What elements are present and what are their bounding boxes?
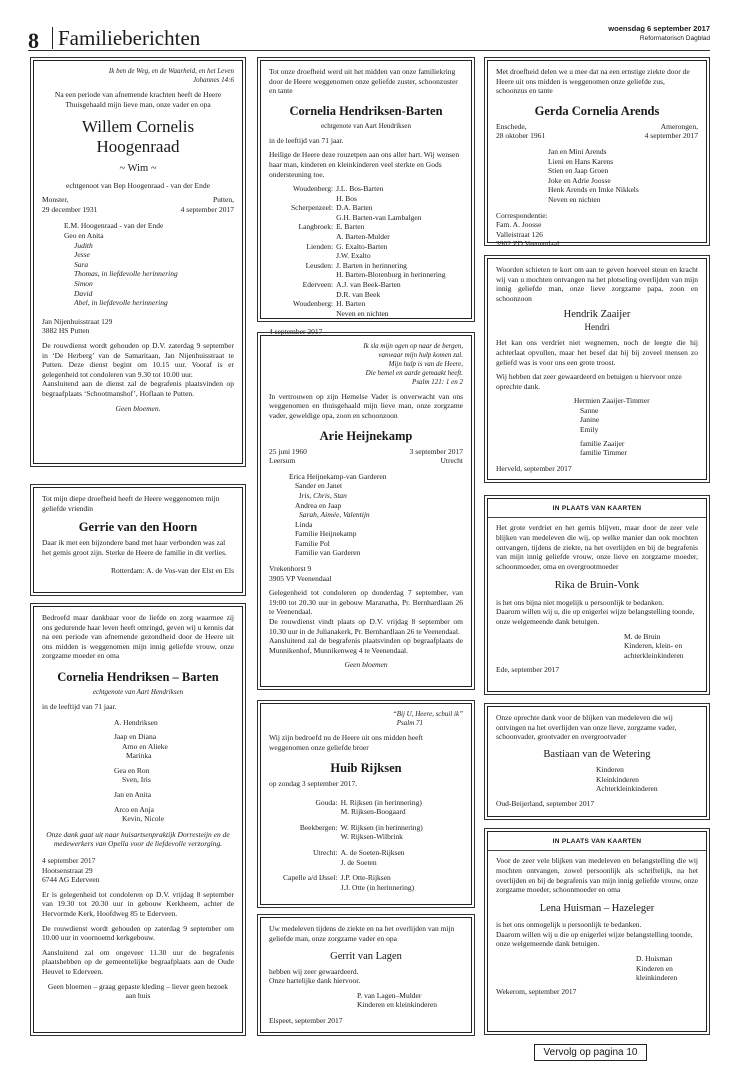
nickname: Hendri [584,321,610,332]
family-member: Familie Pol [295,538,330,548]
quote-ref: Johannes 14:6 [192,75,234,84]
signature: D. Huisman [636,953,673,963]
signature: M. de Bruin [624,631,661,641]
quote-line: Die hemel en aarde gemaakt heeft. [365,368,463,377]
spouse-line: echtgenote van Aart Hendriksen [92,687,184,696]
grandchild: Sara [74,259,89,269]
birth-place: Enschede, [496,121,527,131]
family-member: D.R. van Beek [336,289,381,299]
place-label [283,858,338,868]
family-member: Iris, Chris, Stan [299,490,347,500]
death-date: 3 september 2017 [409,446,463,456]
deceased-name: Cornelia Hendriksen – Barten [57,669,219,684]
deceased-name: Arie Heijnekamp [319,428,413,443]
service-info: De rouwdienst wordt gehouden op zaterdag 9 september om 10.00 uur in voornoemd kerkgebouw. [42,923,234,943]
quote-ref: Psalm 121: 1 en 2 [412,377,463,386]
family-member: Kinderen [596,765,624,775]
place-label: Woudenberg: [292,299,334,309]
family-member: Sander en Janet [295,481,343,491]
family-member: Familie Heijnekamp [295,529,357,539]
page-number: 8 [28,28,39,53]
deceased-name: Lena Huisman – Hazeleger [539,902,655,914]
family-member: D.A. Barten [336,203,373,213]
flowers-note: Geen bloemen – graag gepaste kleding – liever geen bezoek aan huis [47,981,229,1001]
family-member: Erica Heijnekamp-van Garderen [289,471,387,481]
family-member: W. Rijksen (in herinnering) [340,822,423,832]
spouse-line: echtgenote van Aart Hendriksen [321,121,411,130]
place-label: Lienden: [306,241,334,251]
family-member: Hermien Zaaijer-Timmer [574,396,650,406]
obituary-hoogenraad [30,57,246,467]
obituary-heijnekamp [257,332,475,690]
place-label: Utrecht: [313,848,338,858]
place-label: Woudenberg: [292,184,334,194]
address-street: Vrekenhorst 9 [269,564,312,574]
place-label [291,232,333,242]
quote-line: Mijn hulp is van de Heere, [388,359,463,368]
intro-text: Onze oprechte dank voor de blijken van medeleven die wij ontvingen na het overlijden van onze lieve, zorgzame vader, schoonvader, grootvader en overgrootvader [496,713,677,742]
family-list [269,472,463,558]
date-line: 4 september 2017 [42,856,96,866]
grandchild: Jesse [74,250,90,260]
obituary-rijksen [257,700,475,908]
deceased-name: Cornelia Hendriksen-Barten [289,103,443,118]
quote-text: “Bij U, Heere, schuil ik” [392,710,463,718]
family-member: Jaap en Diana [114,732,157,742]
grandchild: Thomas, in liefdevolle herinnering [74,269,178,279]
thanks-de-bruin-vonk [484,495,710,695]
age-line: in de leeftijd van 71 jaar. [269,135,344,145]
burial-info: Aansluitend aan de dienst zal de begrafenis plaatsvinden op begraafplaats ‘Schootmanshof’, Hoflaan te Putten. [42,379,234,398]
intro-text: Woorden schieten te kort om aan te geven hoeveel steun en kracht wij van u mochten ontvangen na het plotseling overlijden van mijn innig geliefde man, onze lieve zorgzame papa, zoon en schoonzoon [496,265,698,303]
family-member: A. de Soeten-Rijksen [340,848,405,858]
heading-in-plaats-van-kaarten: IN PLAATS VAN KAARTEN [552,838,642,845]
address-street: Hootsenstraat 29 [42,865,93,875]
family-member: Arco en Anja [114,804,154,814]
family-list [269,798,463,893]
place-label [283,832,338,842]
death-date: 4 september 2017 [644,131,698,141]
family-member: Neven en nichten [548,194,601,204]
family-member: H. Barten-Blotenburg in herinnering [336,270,446,280]
deceased-name: Gerrit van Lagen [330,951,402,963]
family-member: G.H. Barten-van Lambalgen [336,212,422,222]
date-line: 4 september 2017 [269,327,323,337]
family-member: M. Rijksen-Boogaard [340,807,406,817]
family-member: W. Rijksen-Wilbrink [340,832,403,842]
signature: Kinderen en kleinkinderen [357,1000,437,1010]
quote-text: Ik ben de Weg, en de Waarheid, en het Leven [108,67,234,75]
place-label: Ederveen: [302,280,334,290]
place-label [283,807,338,817]
family-member: J.W. Exalto [336,251,371,261]
family-member: Achterkleinkinderen [596,784,658,794]
family-member: J.P. Otte-Rijksen [340,873,391,883]
family-list [269,184,463,318]
birth-date: 28 oktober 1961 [496,131,546,141]
family-member: Andrea en Jaap [295,500,342,510]
family-list [496,396,698,458]
family-member: Emily [580,425,599,435]
intro-text: Het grote verdriet en het gemis blijven, maar door de zeer vele blijken van medeleven die wij, op welke manier dan ook mochten ontvangen, tijdens de ziekte, na het overlijden en bij de begrafenis van mijn innig geliefde vrouw, onze lieve en zorgzame moeder, schoonmoeder, oma en overgrootmoeder [496,523,698,571]
flowers-note: Geen bloemen. [115,403,161,413]
message-text: Daarom willen wij u, die op enigerlei wijze belangstelling toonde, onze welgemeende dank betuigen. [496,607,695,626]
newspaper-name: Reformatorisch Dagblad [639,35,710,42]
message-text: is het ons onmogelijk u persoonlijk te bedanken. [496,920,642,930]
grandchild: Simon [74,278,93,288]
birth-date: 29 december 1931 [42,204,98,214]
thanks-van-de-wetering [484,703,710,820]
burial-info: Aansluitend zal om ongeveer 11.30 uur de begrafenis plaatshebben op de gemeentelijke begraafplaats aan de Oude Heuvel te Ederveen. [42,947,234,976]
family-member: J. de Soeten [340,857,377,867]
family-member: Jan en Mini Arends [548,146,607,156]
family-member: Sarah, Aimée, Valentijn [299,510,370,520]
family-member: J.J. Otte (in herinnering) [340,882,415,892]
header-rule [28,50,710,51]
deceased-first-names: Willem Cornelis [81,117,195,137]
issue-date: woensdag 6 september 2017 [608,24,710,33]
place-date: Wekerom, september 2017 [496,986,577,996]
obituary-hendriksen-siblings [257,57,475,337]
grandchild: David [74,288,93,298]
signature: Rotterdam: A. de Vos-van der Elst en Els [110,566,234,576]
family-list [42,221,234,307]
family-member: Marinka [126,751,152,761]
correspondence-label: Correspondentie: [496,210,548,220]
signature: P. van Lagen–Mulder [357,990,422,1000]
address-city: 3905 VP Veenendaal [269,573,332,583]
quote-line: vanwaar mijn hulp komen zal. [378,350,463,359]
family-member: A. Hendriksen [114,717,158,727]
place-label: Scherpenzeel: [291,203,334,213]
family-member: Neven en nichten [336,308,389,318]
deceased-name: Hendrik Zaaijer [563,309,631,321]
address-name: Fam. A. Joosse [496,220,542,230]
place-label [291,194,333,204]
message-text: Het kan ons verdriet niet wegnemen, noch de leegte die hij achterlaat opvullen, maar het besef dat hij bij zoveel mensen zo geliefd was is voor ons een grote troost. [496,338,698,367]
divider [488,517,706,518]
deceased-name: Gerda Cornelia Arends [534,103,660,118]
family-member: J. Barten in herinnering [336,260,407,270]
thanks-huisman-hazeleger [484,828,710,1035]
address-city: 3902 ZD Veenendaal [496,239,560,249]
place-label: Langbroek: [298,222,334,232]
continue-on-page-link[interactable]: Vervolg op pagina 10 [534,1044,647,1061]
intro-text: Voor de zeer vele blijken van medeleven en belangstelling die wij mochten ontvangen, zowel persoonlijk als schriftelijk, na het overlijden en bij de begrafenis van mijn innig geliefde vrouw, onze zorgzame moeder, schoonmoeder en oma [496,856,698,895]
deceased-name: Gerrie van den Hoorn [78,520,198,535]
quote-ref: Psalm 71 [396,718,423,727]
thanks-van-lagen [257,914,475,1036]
death-place: Amerongen, [660,121,698,131]
family-member: Gea en Ron [114,765,150,775]
place-label: Gouda: [315,797,338,807]
birth-place: Monster, [42,195,69,205]
family-member: Arno en Alieke [122,741,168,751]
thanks-zaaijer [484,255,710,483]
intro-text: Na een periode van afnemende krachten heeft de Heere Thuisgehaald mijn lieve man, onze vader en opa [54,89,222,109]
family-member: H. Bos [336,193,357,203]
intro-text: Tot mijn diepe droefheid heeft de Heere weggenomen mijn geliefde vriendin [42,494,220,513]
signature: Kinderen, klein- en [624,641,683,651]
intro-text: In vertrouwen op zijn Hemelse Vader is onverwacht van ons weggenomen en thuisgehaald mijn lieve man, onze zorgzame vader, geweldige opa, zoon en schoonzoon [269,391,463,420]
signature: kleinkinderen [636,973,678,983]
family-member: H. Barten [336,299,366,309]
place-date: Herveld, september 2017 [496,463,572,473]
place-label [291,270,333,280]
address-street: Jan Nijenhuisstraat 129 [42,316,113,326]
place-label [283,883,338,893]
thanks-note: Onze dank gaat uit naar huisartsenpraktijk Dorresteijn en de medewerkers van Opella voor de liefdevolle verzorging. [46,829,230,849]
signature: Kinderen en [636,963,673,973]
intro-text: Tot onze droefheid werd uit het midden van onze familiekring door de Heere weggenomen onze geliefde zuster, schoonzuster en tante [269,67,458,96]
family-member: E. Barten [336,222,365,232]
message-text: Daar ik met een bijzondere band met haar verbonden was zal het gemis groot zijn. Sterke de Heere de familie in dit verlies. [42,538,227,557]
family-member: Familie van Garderen [295,548,361,558]
place-date: Oud-Beijerland, september 2017 [496,799,595,808]
place-label: Capelle a/d IJssel: [283,873,338,883]
death-place: Putten, [212,195,234,205]
divider [488,850,706,851]
family-member: H. Rijksen (in herinnering) [340,797,422,807]
obituary-arends [484,57,710,249]
deceased-name: Huib Rijksen [330,761,402,776]
place-label: Beekbergen: [299,822,338,832]
family-member: A.J. van Beek-Barten [336,280,401,290]
condolence-info: Gelegenheid tot condoleren op donderdag 7 september, van 19:00 tot 20.30 uur in gebouw Maranatha, Pr. Bernhardlaan 26 te Veenendaal. [269,588,463,617]
birth-date: 25 juni 1960 [269,446,307,456]
place-date: Ede, september 2017 [496,665,560,675]
nickname: ~ Wim ~ [119,163,157,175]
signature: achterkleinkinderen [624,650,684,660]
place-label [291,213,333,223]
date-line: op zondag 3 september 2017. [269,779,358,789]
flowers-note: Geen bloemen [344,660,388,670]
family-member: familie Timmer [580,448,627,458]
family-member: Lieni en Hans Karens [548,156,614,166]
address-city: 6744 AG Ederveen [42,875,100,885]
obituary-hendriksen-family [30,603,246,1036]
family-member: Geo en Anita [64,231,104,240]
family-member: E.M. Hoogenraad - van der Ende [64,221,164,231]
intro-text: Wij zijn bedroefd nu de Heere uit ons midden heeft weggenomen onze geliefde broer [269,732,424,752]
family-member: Jan en Anita [114,790,152,800]
birth-place: Leersum [269,456,296,466]
family-member: Linda [295,519,313,529]
deceased-surname: Hoogenraad [96,136,180,156]
section-title: Familieberichten [52,27,200,49]
family-member: Stien en Jaap Groen [548,166,609,176]
family-member: Sanne [580,405,599,415]
deceased-name: Rika de Bruin-Vonk [554,580,640,592]
family-member: Sven, Iris [122,775,151,785]
obituary-van-den-hoorn [30,484,246,596]
burial-info: Aansluitend zal de begrafenis plaatsvinden op begraafplaats de Munnikenhof, Munnikenweg 4 te Veenendaal. [269,636,463,655]
family-member: G. Exalto-Barten [336,241,388,251]
address-city: 3882 HS Putten [42,326,90,336]
place-label: Leusden: [305,260,334,270]
message-text: Wij hebben dat zeer gewaardeerd en betuigen u hiervoor onze oprechte dank. [496,372,682,391]
message-text: Heilige de Heere deze rouzetpen aan ons aller hart. Wij wensen haar man, kinderen en kleinkinderen veel sterkte en Gods ondersteuning toe. [269,150,460,179]
deceased-name: Bastiaan van de Wetering [543,748,651,760]
age-line: in de leeftijd van 71 jaar. [42,701,117,711]
service-info: De rouwdienst vindt plaats op D.V. vrijdag 8 september om 10.30 uur in de Julianakerk, Pr. Bernhardlaan 26 te Veenendaal. [269,617,463,636]
intro-text: Met droefheid delen we u mee dat na een ernstige ziekte door de Heere uit ons midden is weggenomen onze geliefde zus, schoonzus en tante [496,67,690,96]
message-text: is het ons bijna niet mogelijk u persoonlijk te bedanken. [496,597,664,607]
place-label [291,290,333,300]
family-member: Joke en Adrie Joosse [548,175,611,185]
spouse-line: echtgenoot van Bep Hoogenraad - van der Ende [66,180,210,190]
death-date: 4 september 2017 [180,204,234,214]
message-text: Daarom willen wij u die op enigerlei wijze belangstelling toonde, onze welgemeende dank betuigen. [496,929,693,949]
condolence-info: Er is gelegenheid tot condoleren op D.V. vrijdag 8 september van 19.30 tot 20.30 uur in gebouw Kerkheem, achter de Hervormde Kerk, Hoofdweg 85 te Ederveen. [42,889,234,919]
place-label [291,251,333,261]
family-list [42,718,234,824]
message-line: Onze hartelijke dank hiervoor. [269,976,361,986]
quote-line: Ik sla mijn ogen op naar de bergen, [363,342,463,350]
family-member: familie Zaaijer [580,438,625,448]
intro-text: Bedroefd maar dankbaar voor de liefde en zorg waarmee zij ons gedurende haar leven heeft omringd, geven wij u kennis dat na een periode van afnemende gezondheid door de Heere uit ons midden is weggenomen mijn innig geliefde vrouw, onze zorgzame moeder en oma [42,613,234,661]
message-line: hebben wij zeer gewaardeerd. [269,966,359,976]
family-member: J.L. Bos-Barten [336,184,384,194]
heading-in-plaats-van-kaarten: IN PLAATS VAN KAARTEN [552,505,642,512]
death-place: Utrecht [440,456,463,466]
address-street: Valleistraat 126 [496,229,543,239]
family-member: A. Barten-Mulder [336,232,390,242]
place-date: Elspeet, september 2017 [269,1016,343,1025]
family-list [496,147,698,205]
funeral-info: De rouwdienst wordt gehouden op D.V. zaterdag 9 september in ‘De Herberg’ van de Samaritaan, Jan Nijenhuisstraat te Putten. Deze dienst begint om 10.15 uur. Vooraf is er gelegenheid tot condoleren van 9.30 tot 10.00 uur. [42,340,234,379]
place-label [291,309,333,319]
grandchild: Judith [74,240,93,250]
grandchild: Abel, in liefdevolle herinnering [74,298,168,308]
family-member: Kleinkinderen [596,774,639,784]
family-member: Kevin, Nicole [122,814,165,824]
family-member: Henk Arends en Imke Nikkels [548,185,639,195]
intro-text: Uw medeleven tijdens de ziekte en na het overlijden van mijn geliefde man, onze zorgzame vader en opa [269,924,455,943]
family-member: Janine [580,415,600,425]
